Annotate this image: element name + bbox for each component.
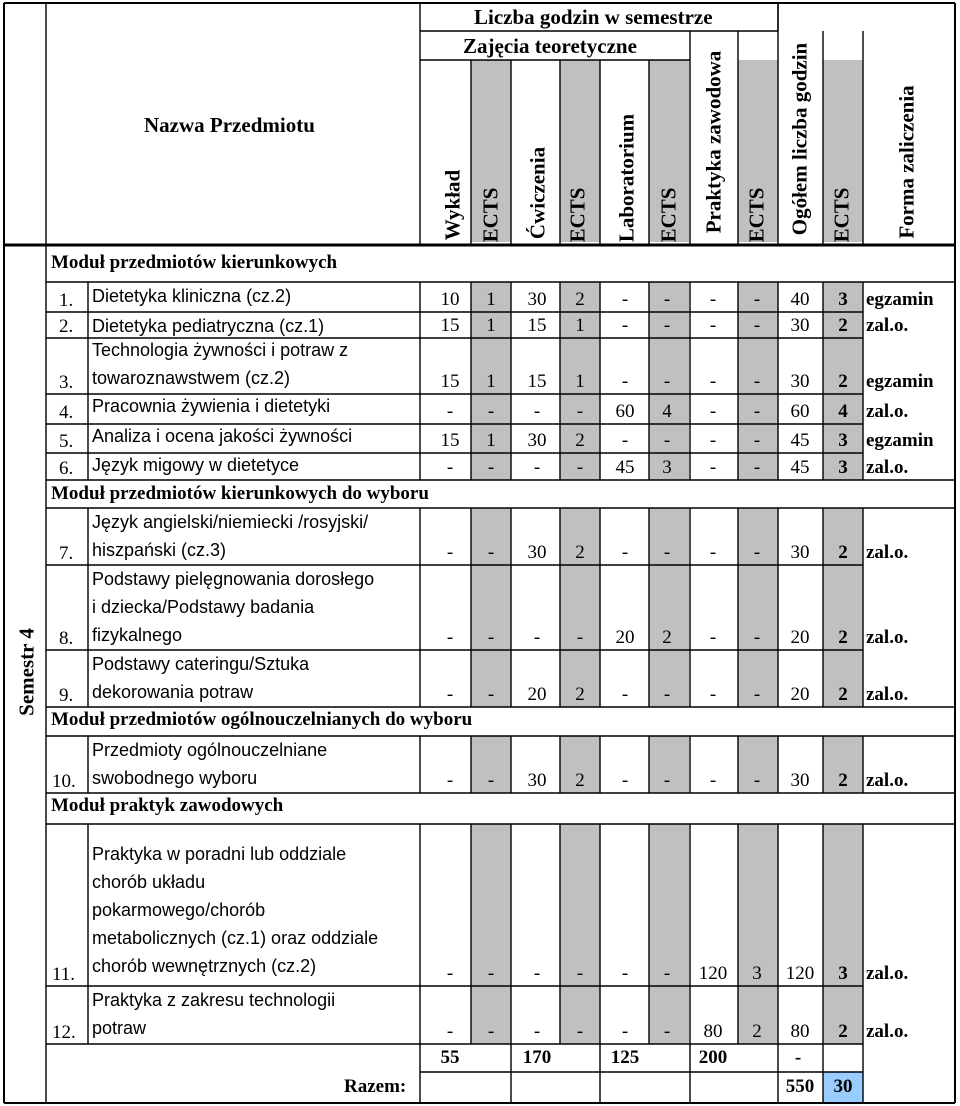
row-number: 2. xyxy=(59,316,74,337)
value-cell: - xyxy=(487,457,495,478)
value-cell: 30 xyxy=(527,289,547,310)
value-cell: - xyxy=(753,371,761,392)
value-cell: 2 xyxy=(575,684,585,705)
value-cell: 20 xyxy=(615,627,635,648)
ects-cell-shade xyxy=(471,824,511,986)
subject-name-line: metabolicznych (cz.1) oraz oddziale xyxy=(92,928,379,948)
value-cell: - xyxy=(709,684,717,705)
value-cell: - xyxy=(621,963,629,984)
module-header-practice: Moduł praktyk zawodowych xyxy=(51,795,284,816)
module-header-core-elective: Moduł przedmiotów kierunkowych do wyboru xyxy=(51,483,429,504)
row-number: 5. xyxy=(59,431,74,452)
value-cell: 2 xyxy=(838,542,848,563)
value-cell: - xyxy=(533,1021,541,1042)
value-cell: - xyxy=(753,457,761,478)
value-cell: - xyxy=(446,684,454,705)
value-cell: 20 xyxy=(790,684,810,705)
value-cell: - xyxy=(487,770,495,791)
value-cell: 15 xyxy=(440,315,460,336)
assessment-form: zal.o. xyxy=(866,1021,909,1042)
value-cell: - xyxy=(446,627,454,648)
value-cell: 80 xyxy=(703,1021,723,1042)
semester-label: Semestr 4 xyxy=(14,628,39,716)
assessment-form: egzamin xyxy=(866,289,934,310)
total-exercises: 170 xyxy=(522,1047,552,1068)
assessment-form: zal.o. xyxy=(866,963,909,984)
value-cell: - xyxy=(663,770,671,791)
value-cell: 2 xyxy=(838,1021,848,1042)
column-header-ects-laboratory: ECTS xyxy=(656,187,681,243)
value-cell: - xyxy=(487,1021,495,1042)
value-cell: 60 xyxy=(615,401,635,422)
row-number: 9. xyxy=(59,685,74,706)
module-header-core: Moduł przedmiotów kierunkowych xyxy=(51,252,338,273)
value-cell: - xyxy=(621,684,629,705)
value-cell: - xyxy=(753,401,761,422)
value-cell: 80 xyxy=(790,1021,810,1042)
value-cell: - xyxy=(709,627,717,648)
total-practice: 200 xyxy=(698,1047,728,1068)
value-cell: 30 xyxy=(790,770,810,791)
subject-name-line: Pracownia żywienia i dietetyki xyxy=(92,396,331,416)
value-cell: 20 xyxy=(790,627,810,648)
value-cell: 45 xyxy=(790,430,810,451)
value-cell: - xyxy=(533,963,541,984)
value-cell: 2 xyxy=(575,289,585,310)
value-cell: - xyxy=(621,1021,629,1042)
value-cell: - xyxy=(709,770,717,791)
subject-name-line: Praktyka w poradni lub oddziale xyxy=(92,844,347,864)
value-cell: 20 xyxy=(527,684,547,705)
value-cell: 30 xyxy=(527,430,547,451)
subject-name-line: Technologia żywności i potraw z xyxy=(92,340,349,360)
column-header-ects-exercises: ECTS xyxy=(565,187,590,243)
theory-group-header: Zajęcia teoretyczne xyxy=(463,34,637,58)
module-header-general-elective: Moduł przedmiotów ogólnouczelnianych do wyboru xyxy=(51,709,473,730)
value-cell: - xyxy=(709,289,717,310)
subject-name-line: hiszpański (cz.3) xyxy=(92,540,227,560)
column-header-ects-total: ECTS xyxy=(829,187,854,243)
value-cell: 3 xyxy=(838,289,848,310)
row-number: 4. xyxy=(59,402,74,423)
value-cell: 1 xyxy=(486,289,496,310)
value-cell: - xyxy=(621,542,629,563)
value-cell: - xyxy=(753,770,761,791)
row-number: 8. xyxy=(59,628,74,649)
subject-name-line: Przedmioty ogólnouczelniane xyxy=(92,740,328,760)
value-cell: - xyxy=(446,401,454,422)
value-cell: - xyxy=(663,963,671,984)
subject-name-line: dekorowania potraw xyxy=(92,682,254,702)
subject-name-line: Język migowy w dietetyce xyxy=(92,455,300,475)
value-cell: - xyxy=(487,684,495,705)
value-cell: 2 xyxy=(838,627,848,648)
assessment-form: zal.o. xyxy=(866,401,909,422)
value-cell: - xyxy=(446,770,454,791)
assessment-form: zal.o. xyxy=(866,627,909,648)
value-cell: 2 xyxy=(575,770,585,791)
hours-group-header: Liczba godzin w semestrze xyxy=(474,5,713,29)
column-header-laboratory: Laboratorium xyxy=(614,113,639,243)
total-dash: - xyxy=(794,1047,802,1068)
subject-name-line: Praktyka z zakresu technologii xyxy=(92,990,336,1010)
total-ects: 30 xyxy=(833,1076,853,1097)
value-cell: - xyxy=(663,542,671,563)
value-cell: - xyxy=(446,963,454,984)
value-cell: 10 xyxy=(440,289,460,310)
value-cell: - xyxy=(621,770,629,791)
value-cell: 45 xyxy=(790,457,810,478)
ects-cell-shade xyxy=(560,824,600,986)
value-cell: - xyxy=(753,315,761,336)
value-cell: - xyxy=(446,457,454,478)
row-number: 3. xyxy=(59,372,74,393)
value-cell: 2 xyxy=(838,371,848,392)
value-cell: 3 xyxy=(752,963,762,984)
row-number: 12. xyxy=(52,1022,76,1043)
value-cell: - xyxy=(621,315,629,336)
column-header-exercises: Ćwiczenia xyxy=(525,146,550,240)
value-cell: - xyxy=(709,542,717,563)
value-cell: - xyxy=(487,963,495,984)
assessment-form: zal.o. xyxy=(866,684,909,705)
value-cell: 3 xyxy=(838,430,848,451)
row-number: 10. xyxy=(52,771,76,792)
assessment-form: egzamin xyxy=(866,430,934,451)
value-cell: 40 xyxy=(790,289,810,310)
column-header-practice: Praktyka zawodowa xyxy=(701,50,726,234)
value-cell: - xyxy=(663,430,671,451)
value-cell: - xyxy=(709,401,717,422)
assessment-form: zal.o. xyxy=(866,315,909,336)
value-cell: - xyxy=(533,627,541,648)
value-cell: 30 xyxy=(790,315,810,336)
value-cell: - xyxy=(753,542,761,563)
value-cell: - xyxy=(663,684,671,705)
subject-name-line: Język angielski/niemiecki /rosyjski/ xyxy=(92,512,369,532)
value-cell: - xyxy=(533,457,541,478)
column-header-ects-lecture: ECTS xyxy=(478,187,503,243)
row-number: 1. xyxy=(59,290,74,311)
subject-name-line: Dietetyka kliniczna (cz.2) xyxy=(92,286,292,306)
value-cell: 15 xyxy=(440,371,460,392)
value-cell: 2 xyxy=(575,542,585,563)
value-cell: 2 xyxy=(662,627,672,648)
value-cell: 2 xyxy=(838,315,848,336)
value-cell: - xyxy=(709,430,717,451)
subject-name-line: Podstawy cateringu/Sztuka xyxy=(92,654,310,674)
column-header-assessment-form: Forma zaliczenia xyxy=(894,85,919,239)
value-cell: - xyxy=(753,684,761,705)
total-hours: 550 xyxy=(785,1076,815,1097)
subject-name-line: Dietetyka pediatryczna (cz.1) xyxy=(92,316,325,336)
value-cell: - xyxy=(446,1021,454,1042)
row-number: 7. xyxy=(59,543,74,564)
value-cell: 15 xyxy=(527,315,547,336)
value-cell: 60 xyxy=(790,401,810,422)
value-cell: - xyxy=(621,371,629,392)
value-cell: - xyxy=(709,457,717,478)
value-cell: 1 xyxy=(486,430,496,451)
value-cell: - xyxy=(753,627,761,648)
value-cell: 30 xyxy=(527,542,547,563)
total-lecture: 55 xyxy=(440,1047,460,1068)
subject-name-line: Podstawy pielęgnowania dorosłego xyxy=(92,569,375,589)
row-number: 6. xyxy=(59,458,74,479)
subject-name-line: fizykalnego xyxy=(92,625,183,645)
value-cell: - xyxy=(663,371,671,392)
value-cell: 2 xyxy=(838,684,848,705)
value-cell: - xyxy=(487,542,495,563)
value-cell: - xyxy=(576,401,584,422)
value-cell: 120 xyxy=(785,963,815,984)
value-cell: - xyxy=(709,371,717,392)
value-cell: - xyxy=(621,289,629,310)
subject-name-line: chorób wewnętrznych (cz.2) xyxy=(92,956,317,976)
value-cell: 4 xyxy=(662,401,672,422)
assessment-form: egzamin xyxy=(866,371,934,392)
value-cell: - xyxy=(487,401,495,422)
value-cell: - xyxy=(709,315,717,336)
value-cell: - xyxy=(753,430,761,451)
value-cell: - xyxy=(663,315,671,336)
value-cell: - xyxy=(446,542,454,563)
value-cell: 4 xyxy=(838,401,848,422)
subject-name-line: Analiza i ocena jakości żywności xyxy=(92,426,353,446)
value-cell: - xyxy=(487,627,495,648)
value-cell: 45 xyxy=(615,457,635,478)
subject-name-line: towaroznawstwem (cz.2) xyxy=(92,368,291,388)
column-header-lecture: Wykład xyxy=(440,169,465,241)
value-cell: - xyxy=(663,289,671,310)
value-cell: - xyxy=(576,1021,584,1042)
ects-cell-shade xyxy=(649,824,689,986)
value-cell: - xyxy=(663,1021,671,1042)
value-cell: 2 xyxy=(752,1021,762,1042)
value-cell: 3 xyxy=(838,457,848,478)
value-cell: 1 xyxy=(575,371,585,392)
assessment-form: zal.o. xyxy=(866,457,909,478)
value-cell: 3 xyxy=(662,457,672,478)
value-cell: 2 xyxy=(575,430,585,451)
assessment-form: zal.o. xyxy=(866,542,909,563)
subject-name-line: swobodnego wyboru xyxy=(92,768,258,788)
column-header-ects-practice: ECTS xyxy=(744,187,769,243)
value-cell: - xyxy=(576,627,584,648)
value-cell: - xyxy=(576,457,584,478)
value-cell: 3 xyxy=(838,963,848,984)
value-cell: 1 xyxy=(575,315,585,336)
value-cell: 1 xyxy=(486,371,496,392)
totals-label: Razem: xyxy=(344,1076,407,1097)
total-laboratory: 125 xyxy=(610,1047,640,1068)
subject-name-line: potraw xyxy=(92,1018,147,1038)
ects-cell-shade xyxy=(738,824,778,986)
value-cell: 120 xyxy=(698,963,728,984)
value-cell: 15 xyxy=(440,430,460,451)
value-cell: 15 xyxy=(527,371,547,392)
subject-name-line: i dziecka/Podstawy badania xyxy=(92,597,315,617)
column-header-total-hours: Ogółem liczba godzin xyxy=(787,42,812,236)
value-cell: 2 xyxy=(838,770,848,791)
value-cell: - xyxy=(533,401,541,422)
value-cell: 30 xyxy=(790,371,810,392)
subject-name-header: Nazwa Przedmiotu xyxy=(144,113,315,137)
subject-name-line: chorób układu xyxy=(92,872,206,892)
assessment-form: zal.o. xyxy=(866,770,909,791)
value-cell: 30 xyxy=(527,770,547,791)
value-cell: 1 xyxy=(486,315,496,336)
value-cell: - xyxy=(576,963,584,984)
value-cell: 30 xyxy=(790,542,810,563)
value-cell: - xyxy=(621,430,629,451)
ects-cell-shade xyxy=(823,824,863,986)
value-cell: - xyxy=(753,289,761,310)
row-number: 11. xyxy=(52,964,76,985)
subject-name-line: pokarmowego/chorób xyxy=(92,900,266,920)
